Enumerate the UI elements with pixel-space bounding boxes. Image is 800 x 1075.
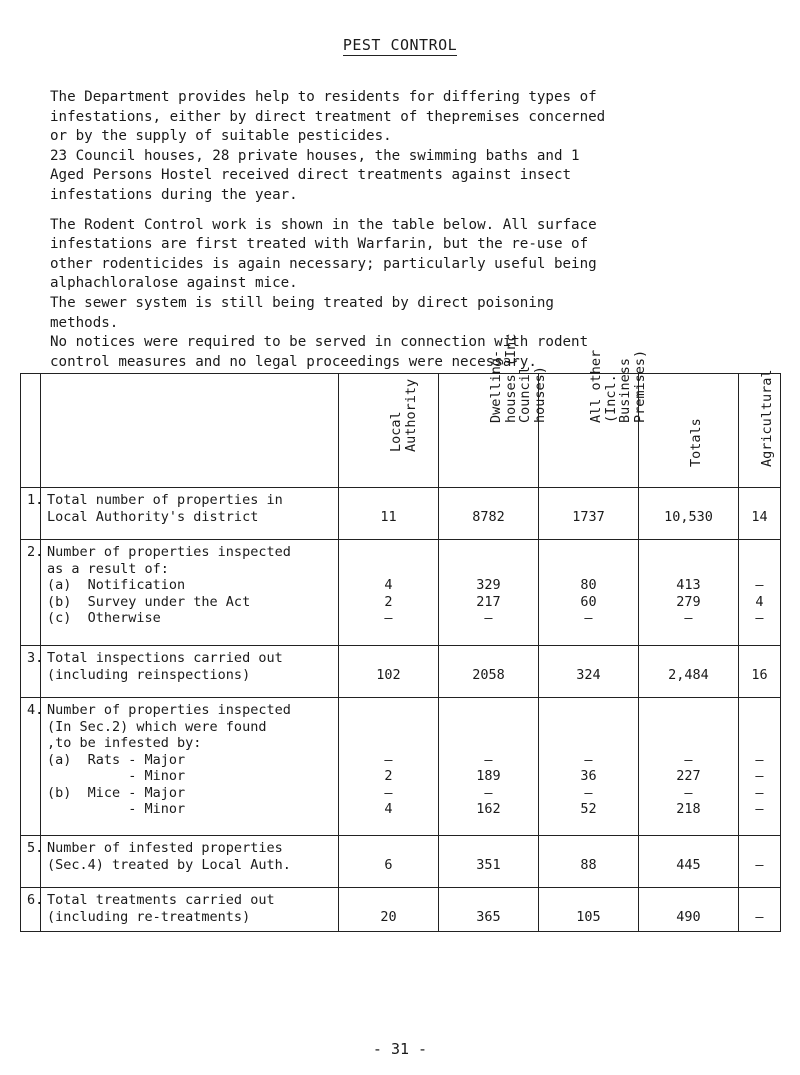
cell-value — [739, 735, 780, 752]
cell-value — [339, 840, 438, 857]
cell-totals — [639, 488, 739, 540]
cell-local — [339, 888, 439, 932]
cell-value: 105 — [576, 908, 601, 925]
description-line: - Minor — [47, 768, 186, 784]
row-description — [41, 646, 339, 698]
intro-text — [50, 88, 770, 382]
description-line: Number of properties inspected — [47, 702, 291, 718]
cell-value: 88 — [580, 856, 597, 873]
cell-agri — [739, 646, 781, 698]
cell-dwelling — [439, 698, 539, 836]
paragraph-1: The Department provides help to residents for differing types of infestations, either by direct treatment of thepremises concerned or by the supply of suitable pesticides. 23 Council houses, 28 private houses, the swimming baths and 1 Aged Persons Hostel received direct treatments against insect infestations during the year. — [50, 89, 606, 203]
cell-value — [539, 735, 638, 752]
cell-value: 351 — [476, 856, 501, 873]
cell-value — [739, 719, 780, 736]
cell-value — [439, 561, 538, 578]
row-description — [41, 540, 339, 646]
row-description — [41, 836, 339, 888]
cell-value: 4 — [384, 577, 393, 593]
description-line: Total inspections carried out — [47, 650, 283, 666]
cell-value: 6 — [384, 856, 393, 873]
page-number: - 31 - — [372, 1040, 428, 1058]
cell-value — [639, 561, 738, 578]
cell-dwelling — [439, 646, 539, 698]
cell-value: 102 — [376, 666, 401, 683]
cell-value — [639, 735, 738, 752]
cell-other — [539, 698, 639, 836]
cell-other — [539, 540, 639, 646]
cell-value: 445 — [676, 856, 701, 873]
row-number: 1. — [21, 488, 41, 540]
header-totals: Totals — [639, 374, 739, 488]
cell-value — [339, 735, 438, 752]
cell-value: – — [584, 751, 593, 768]
cell-other — [539, 836, 639, 888]
cell-local — [339, 698, 439, 836]
cell-value: – — [755, 856, 764, 873]
table-row — [21, 540, 781, 646]
cell-value: 20 — [380, 908, 397, 925]
cell-agri — [739, 540, 781, 646]
cell-value: – — [755, 801, 764, 817]
cell-value: 227 — [676, 768, 701, 784]
row-number: 2. — [21, 540, 41, 646]
cell-value: 14 — [751, 508, 768, 525]
row-number: 4. — [21, 698, 41, 836]
description-line: (a) Notification — [47, 577, 186, 593]
cell-value — [739, 840, 780, 857]
cell-totals — [639, 646, 739, 698]
cell-value: 2 — [384, 768, 393, 784]
cell-value: 11 — [380, 508, 397, 525]
cell-value — [439, 840, 538, 857]
cell-value: – — [684, 751, 693, 768]
cell-value: 2,484 — [668, 666, 709, 683]
description-line: (including reinspections) — [47, 666, 251, 683]
table-row — [21, 836, 781, 888]
cell-value: – — [484, 784, 493, 801]
cell-value — [539, 561, 638, 578]
description-line: (including re-treatments) — [47, 908, 251, 925]
cell-value — [439, 719, 538, 736]
cell-value: – — [755, 610, 764, 626]
description-line: as a result of: — [47, 560, 169, 577]
header-all-other: All other (Incl. Business Premises) — [539, 374, 639, 488]
table-row — [21, 888, 781, 932]
cell-value: – — [484, 610, 493, 626]
cell-value — [539, 892, 638, 909]
cell-value: 52 — [580, 801, 597, 817]
cell-value: 10,530 — [664, 508, 713, 525]
cell-value: 8782 — [472, 508, 505, 525]
cell-value: 189 — [476, 768, 501, 784]
cell-value: – — [584, 784, 593, 801]
row-number: 5. — [21, 836, 41, 888]
cell-value: 1737 — [572, 508, 605, 525]
description-line: (b) Mice - Major — [47, 784, 186, 801]
description-line: - Minor — [47, 801, 186, 817]
cell-value — [639, 892, 738, 909]
cell-value — [539, 492, 638, 509]
header-agricultural: Agricultural — [739, 374, 781, 488]
cell-value — [439, 892, 538, 909]
row-number: 6. — [21, 888, 41, 932]
cell-value — [639, 650, 738, 667]
cell-value — [339, 544, 438, 561]
cell-value: 36 — [580, 768, 597, 784]
description-line: (c) Otherwise — [47, 610, 161, 626]
cell-value — [739, 544, 780, 561]
cell-totals — [639, 836, 739, 888]
cell-value: – — [584, 610, 593, 626]
cell-other — [539, 488, 639, 540]
cell-value: 162 — [476, 801, 501, 817]
cell-value: – — [484, 751, 493, 768]
cell-value: 2 — [384, 593, 393, 610]
cell-value — [639, 719, 738, 736]
cell-totals — [639, 540, 739, 646]
page-title: PEST CONTROL — [342, 36, 458, 54]
cell-value — [439, 702, 538, 719]
cell-value: 60 — [580, 593, 597, 610]
cell-agri — [739, 888, 781, 932]
table-row — [21, 488, 781, 540]
cell-value — [739, 702, 780, 719]
cell-value: – — [755, 908, 764, 925]
cell-value: 413 — [676, 577, 701, 593]
description-line: (Sec.4) treated by Local Auth. — [47, 856, 291, 873]
cell-value — [339, 719, 438, 736]
cell-value — [439, 735, 538, 752]
cell-value: 4 — [755, 593, 764, 610]
cell-value: – — [684, 784, 693, 801]
cell-value — [739, 492, 780, 509]
header-description — [41, 374, 339, 488]
row-number: 3. — [21, 646, 41, 698]
cell-local — [339, 488, 439, 540]
table-row — [21, 646, 781, 698]
cell-dwelling — [439, 540, 539, 646]
cell-value — [339, 561, 438, 578]
cell-value — [539, 719, 638, 736]
cell-value — [739, 892, 780, 909]
description-line: ,to be infested by: — [47, 735, 202, 751]
cell-value: – — [755, 577, 764, 593]
cell-agri — [739, 836, 781, 888]
cell-value — [439, 492, 538, 509]
cell-value: 4 — [384, 801, 393, 817]
cell-agri — [739, 698, 781, 836]
cell-value — [339, 492, 438, 509]
cell-value: 80 — [580, 577, 597, 593]
cell-value: – — [384, 751, 393, 768]
cell-value — [539, 702, 638, 719]
cell-value: 324 — [576, 666, 601, 683]
cell-value: – — [384, 784, 393, 801]
cell-value: – — [755, 751, 764, 768]
cell-value — [339, 650, 438, 667]
cell-value — [439, 544, 538, 561]
cell-value — [639, 840, 738, 857]
cell-value — [639, 544, 738, 561]
cell-value: – — [684, 610, 693, 626]
cell-value — [739, 561, 780, 578]
description-line: (In Sec.2) which were found — [47, 718, 267, 735]
cell-other — [539, 888, 639, 932]
paragraph-2: The Rodent Control work is shown in the table below. All surface infestations are first treated with Warfarin, but the re-use of other rodenticides is again necessary; particularly useful being alphachloralose against mice. The sewer system is still being treated by direct poisoning methods. No notices were required to be served in connection with rodent control measures and no legal proceedings were necessary. — [50, 216, 597, 370]
cell-value — [639, 702, 738, 719]
description-line: Number of properties inspected — [47, 544, 291, 560]
cell-value — [539, 650, 638, 667]
table-header-row — [21, 374, 781, 488]
cell-value: 16 — [751, 666, 768, 683]
cell-value: 218 — [676, 801, 701, 817]
cell-value: – — [755, 784, 764, 801]
row-description — [41, 888, 339, 932]
description-line: Number of infested properties — [47, 840, 283, 856]
cell-value: 279 — [676, 593, 701, 610]
cell-dwelling — [439, 836, 539, 888]
cell-value: 490 — [676, 908, 701, 925]
cell-value: – — [755, 768, 764, 784]
cell-local — [339, 836, 439, 888]
cell-value — [439, 650, 538, 667]
cell-dwelling — [439, 888, 539, 932]
cell-totals — [639, 888, 739, 932]
header-dwelling-houses: Dwelling- houses (Inc Council houses) — [439, 374, 539, 488]
description-line: (a) Rats - Major — [47, 751, 186, 768]
cell-local — [339, 646, 439, 698]
table-row — [21, 698, 781, 836]
cell-totals — [639, 698, 739, 836]
cell-value — [639, 492, 738, 509]
row-description — [41, 698, 339, 836]
cell-value: 329 — [476, 577, 501, 593]
header-local-authority: Local Authority — [339, 374, 439, 488]
cell-value: 2058 — [472, 666, 505, 683]
cell-value: – — [384, 610, 393, 626]
header-number — [21, 374, 41, 488]
cell-value: 365 — [476, 908, 501, 925]
cell-agri — [739, 488, 781, 540]
description-line: Local Authority's district — [47, 508, 259, 525]
cell-dwelling — [439, 488, 539, 540]
cell-value — [539, 544, 638, 561]
cell-value — [539, 840, 638, 857]
cell-value — [739, 650, 780, 667]
cell-other — [539, 646, 639, 698]
rodent-control-table — [20, 333, 781, 932]
cell-value — [339, 702, 438, 719]
description-line: Total number of properties in — [47, 492, 283, 508]
row-description — [41, 488, 339, 540]
description-line: Total treatments carried out — [47, 892, 275, 908]
description-line: (b) Survey under the Act — [47, 593, 251, 610]
cell-local — [339, 540, 439, 646]
cell-value: 217 — [476, 593, 501, 610]
cell-value — [339, 892, 438, 909]
